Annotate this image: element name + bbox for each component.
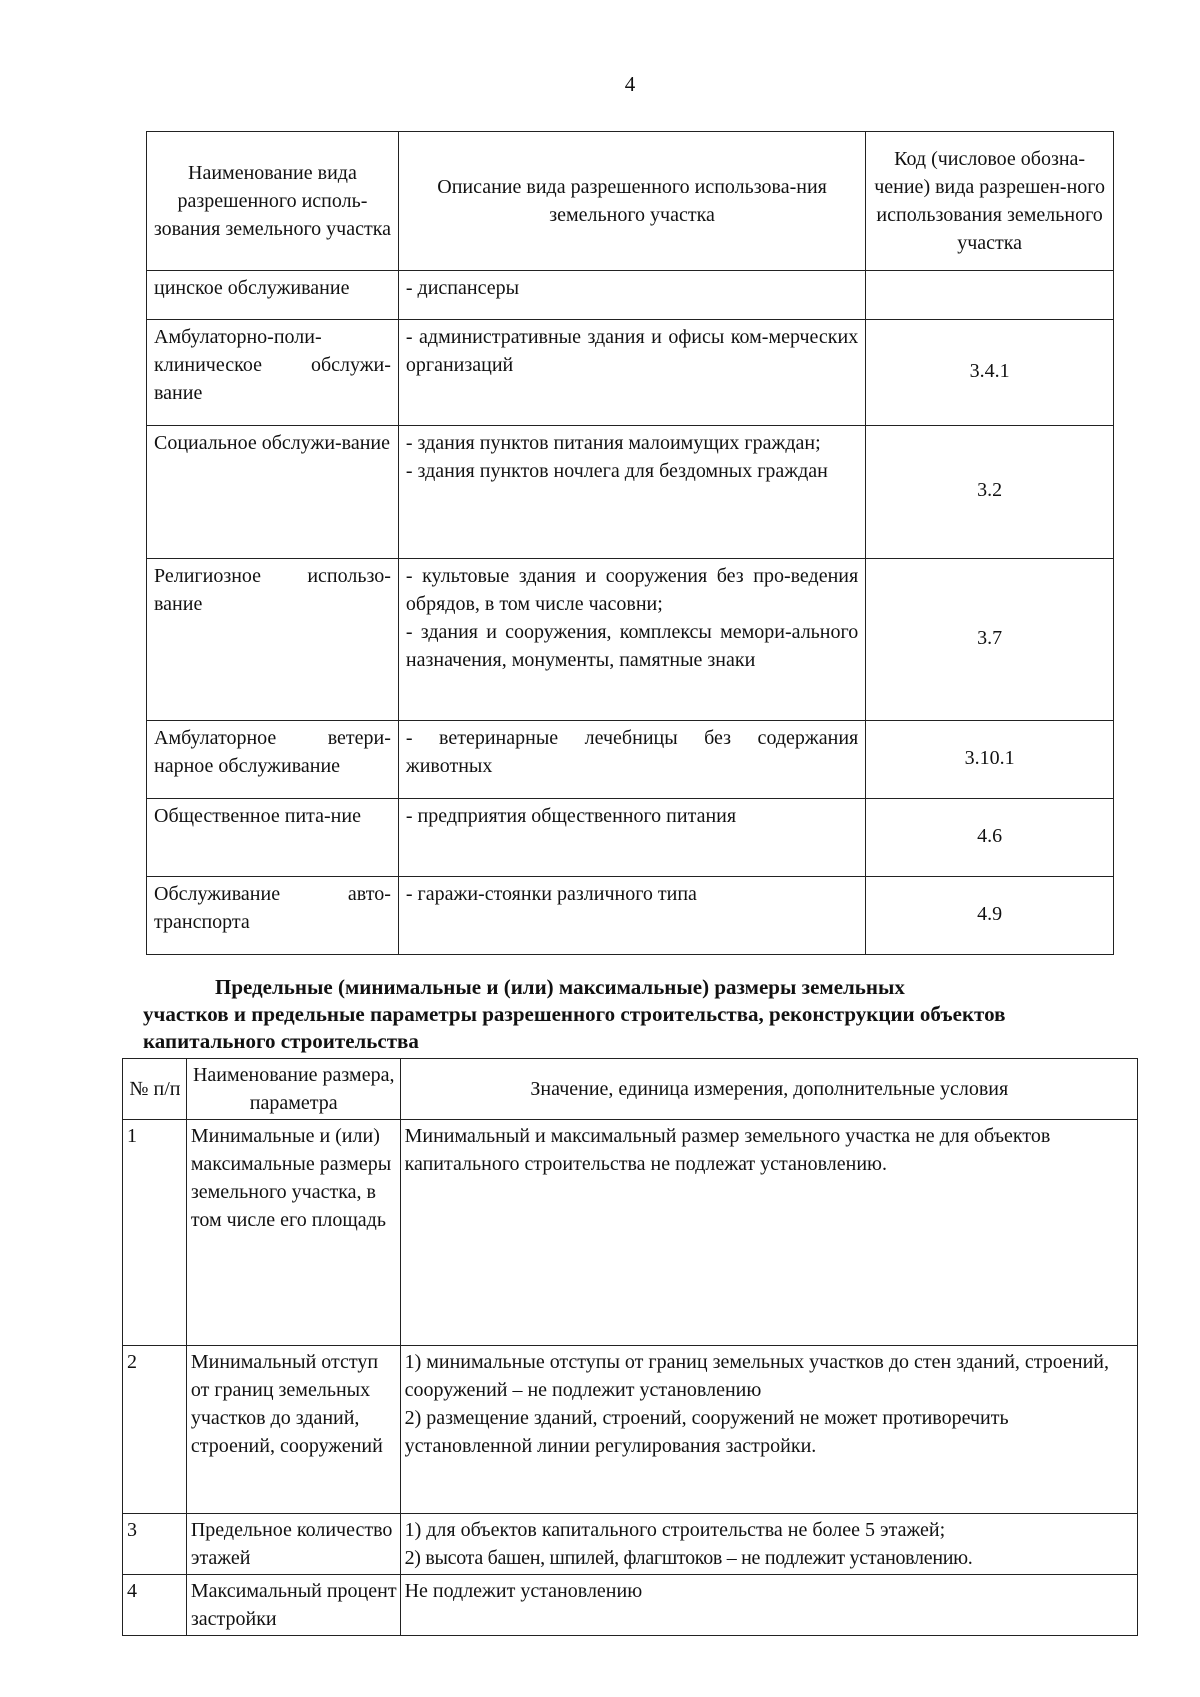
row-number: 1 (123, 1120, 187, 1346)
description-line: - здания пунктов питания малоимущих граждан; (405, 432, 821, 454)
table-row (147, 799, 1114, 877)
use-name: цинское обслуживание (147, 271, 399, 320)
parameter-value (400, 1346, 1137, 1514)
permitted-use-table (146, 131, 1114, 955)
section-heading-rest: участков и предельные параметры разрешенного строительства, реконструкции объектов капитального строительства (143, 1002, 1006, 1053)
use-code: 3.10.1 (866, 721, 1114, 799)
parameter-value (400, 1120, 1137, 1346)
use-description (398, 877, 865, 955)
table-row (147, 271, 1114, 320)
use-code: 3.2 (866, 426, 1114, 559)
use-description (398, 559, 865, 721)
table-row (123, 1346, 1138, 1514)
description-line: - предприятия общественного питания (405, 805, 737, 827)
use-name: Социальное обслужи-вание (147, 426, 399, 559)
parameter-name: Предельное количество этажей (186, 1514, 400, 1575)
description-line: - здания пунктов ночлега для бездомных граждан (405, 460, 828, 482)
use-description (398, 271, 865, 320)
value-line: 2) высота башен, шпилей, флагштоков – не подлежит установлению. (404, 1547, 973, 1569)
use-description (398, 799, 865, 877)
use-description (398, 320, 865, 426)
use-name: Амбулаторно-поли-клиническое обслужи-вание (147, 320, 399, 426)
description-line: - культовые здания и сооружения без про-ведения обрядов, в том числе часовни; (405, 565, 859, 615)
use-name: Общественное пита-ние (147, 799, 399, 877)
header-use-description: Описание вида разрешенного использова-ния земельного участка (398, 132, 865, 271)
use-name: Религиозное использо-вание (147, 559, 399, 721)
table-header-row (123, 1059, 1138, 1120)
table-row (123, 1575, 1138, 1636)
description-line: - здания и сооружения, комплексы мемори-ального назначения, монументы, памятные знаки (405, 621, 859, 671)
description-line: - диспансеры (405, 277, 520, 299)
parameter-name: Минимальные и (или) максимальные размеры земельного участка, в том числе его площадь (186, 1120, 400, 1346)
section-heading (143, 974, 1123, 1055)
page-number: 4 (624, 72, 636, 96)
parameter-name: Максимальный процент застройки (186, 1575, 400, 1636)
header-use-name: Наименование вида разрешенного исполь-зования земельного участка (147, 132, 399, 271)
use-code: 4.9 (866, 877, 1114, 955)
value-line: 1) для объектов капитального строительства не более 5 этажей; (404, 1519, 946, 1541)
value-line: Не подлежит установлению (404, 1580, 643, 1602)
row-number: 4 (123, 1575, 187, 1636)
header-parameter-name: Наименование размера, параметра (186, 1059, 400, 1120)
header-number: № п/п (123, 1059, 187, 1120)
use-code (866, 271, 1114, 320)
table-row (123, 1120, 1138, 1346)
parameter-value (400, 1575, 1137, 1636)
table-row (147, 559, 1114, 721)
use-code: 4.6 (866, 799, 1114, 877)
value-line: 1) минимальные отступы от границ земельных участков до стен зданий, строений, сооружений – не подлежит установлению (404, 1351, 1109, 1401)
table-row (147, 877, 1114, 955)
description-line: - административные здания и офисы ком-мерческих организаций (405, 326, 859, 376)
row-number: 2 (123, 1346, 187, 1514)
table-header-row (147, 132, 1114, 271)
parameters-table (122, 1058, 1138, 1636)
use-name: Амбулаторное ветери-нарное обслуживание (147, 721, 399, 799)
parameter-name: Минимальный отступ от границ земельных участков до зданий, строений, сооружений (186, 1346, 400, 1514)
parameter-value (400, 1514, 1137, 1575)
header-use-code: Код (числовое обозна-чение) вида разрешен-ного использования земельного участка (866, 132, 1114, 271)
table-row (123, 1514, 1138, 1575)
use-code: 3.4.1 (866, 320, 1114, 426)
use-description (398, 426, 865, 559)
row-number: 3 (123, 1514, 187, 1575)
header-parameter-value: Значение, единица измерения, дополнительные условия (400, 1059, 1137, 1120)
description-line: - ветеринарные лечебницы без содержания животных (405, 727, 859, 777)
use-code: 3.7 (866, 559, 1114, 721)
use-name: Обслуживание авто-транспорта (147, 877, 399, 955)
table-row (147, 721, 1114, 799)
section-heading-line1: Предельные (минимальные и (или) максимальные) размеры земельных (215, 975, 905, 999)
value-line: Минимальный и максимальный размер земельного участка не для объектов капитального строительства не подлежат установлению. (404, 1125, 1051, 1175)
use-description (398, 721, 865, 799)
description-line: - гаражи-стоянки различного типа (405, 883, 697, 905)
table-row (147, 426, 1114, 559)
table-row (147, 320, 1114, 426)
value-line: 2) размещение зданий, строений, сооружений не может противоречить установленной линии регулирования застройки. (404, 1407, 1009, 1457)
